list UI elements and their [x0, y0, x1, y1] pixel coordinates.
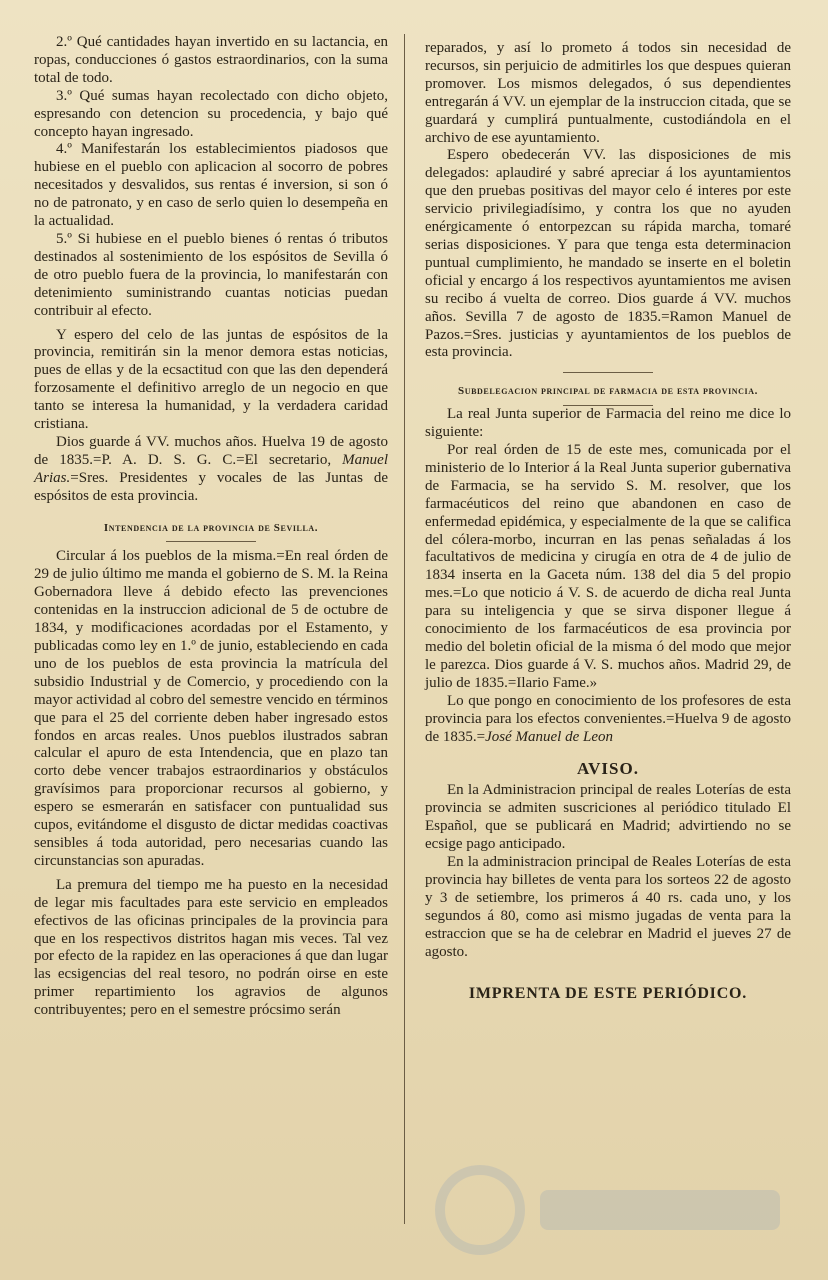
section-title-farmacia: Subdelegacion principal de farmacia de esta provincia. — [457, 385, 758, 398]
pongo-paragraph — [425, 693, 791, 747]
signature-text-a: Dios guarde á VV. muchos años. Huelva 19 de agosto de 1835.=P. A. D. S. G. C.=El secretario, — [34, 433, 388, 468]
divider — [563, 372, 653, 373]
junta-paragraph: La real Junta superior de Farmacia del reino me dice lo siguiente: — [425, 406, 791, 441]
aviso-paragraph-1: En la Administracion principal de reales Loterías de esta provincia se admiten suscriciones al periódico titulado El Español, que se publicará en Madrid; advirtiendo no se ecsige pago anticipado. — [425, 782, 791, 853]
aviso-title: AVISO. — [577, 759, 639, 779]
orden-paragraph: Por real órden de 15 de este mes, comunicada por el ministerio de lo Interior á la Real Junta superior gubernativa de Farmacia, se ha servido S. M. resolver, que los farmacéuticos del reino que abandonen en caso de enfermedad epidémica, y especialmente de la que se califica del cólera-morbo, incurran en las penas señaladas á los facultativos de medicina y cirugía en otra de 4 de julio de 1834 inserta en la Gaceta núm. 138 del dia 5 del propio mes.=Lo que noticio á V. S. de acuerdo de dicha real Junta para su inteligencia y que se sirva disponer llegue á conocimiento de los farmacéuticos de esa provincia por medio del boletin oficial de la misma ó del modo que mejor le parezca. Dios guarde á V. S. muchos años. Madrid 29, de julio de 1835.=Ilario Fame.» — [425, 442, 791, 691]
premura-paragraph: La premura del tiempo me ha puesto en la necesidad de legar mis facultades para este servicio en empleados efectivos de las oficinas principales de la provincia para que en los respectivos distritos hagan mis veces. Tal vez por efecto de la rapidez en las operaciones á que dan lugar las ecsigencias del real tesoro, no podrán oirse en este primer repartimiento los agravios de algunos contribuyentes; pero en el semestre prócsimo serán — [34, 876, 388, 1019]
continuation-paragraph: reparados, y así lo prometo á todos sin necesidad de recursos, sin perjuicio de admitirles los que despues quieran promover. Los mismos delegados, ó sus dependientes entregarán á VV. un ejemplar de la instruccion citada, que se guardará y cumplirá puntualmente, custodiándola en el archivo de ese ayuntamiento. — [425, 40, 791, 146]
espero-paragraph: Espero obedecerán VV. las disposiciones de mis delegados: aplaudiré y sabré apreciar á los ayuntamientos que den pruebas positivas del mayor celo é interes por este servicio privilegiadísimo, y contra los que no ayuden enérgicamente ó entorpezcan su rápida marcha, tomaré serias disposiciones. Y para que tenga esta determinacion puntual cumplimiento, he mandado se inserte en el boletin oficial y encargo á los respectivos ayuntamientos me avisen su recibo á vuelta de correo. Dios guarde á VV. muchos años. Sevilla 7 de agosto de 1835.=Ramon Manuel de Pazos.=Sres. justicias y ayuntamientos de los pueblos de esta provincia. — [425, 147, 791, 361]
aviso-paragraph-2: En la administracion principal de Reales Loterías de esta provincia hay billetes de venta para los sorteos 22 de agosto y 3 de setiembre, los primeros á 40 rs. cada uno, y los segundos á 80, como asi mismo jugadas de venta para la estraccion que se ha de celebrar en Madrid el jueves 27 de agosto. — [425, 853, 791, 960]
pongo-signature-name: José Manuel de Leon — [485, 728, 614, 745]
circular-paragraph: Circular á los pueblos de la misma.=En real órden de 29 de julio último me manda el gobierno de S. M. la Reina Gobernadora lleve á debido efecto las prevenciones contenidas en la instruccion adicional de 5 de octubre de 1834, y modificaciones acordadas por el Estamento, y publicadas como ley en 1.º de junio, estableciendo en cada uno de los pueblos de esta provincia la matrícula del subsidio Industrial y de Comercio, y procediendo con la mayor actividad al cobro del semestre vencido en términos que para el 25 del corriente deben haber ingresado estos fondos en arcas reales. Unos pueblos ilustrados sabran calcular el apuro de esta Intendencia, que en plazo tan corto debe vencer trabajos estraordinarios y obstáculos gravísimos para proporcionar recursos al gobierno, y espero se esmerarán en satisfacer con puntualidad sus cupos, evitándome el disgusto de dictar medidas coactivas sensibles á toda autoridad, pero necesarias cuando las circunstancias son apuradas. — [34, 548, 388, 869]
signature-text-b: =Sres. Presidentes y vocales de las Juntas de espósitos de esta provincia. — [34, 469, 388, 504]
section-title-intendencia: Intendencia de la provincia de Sevilla. — [103, 521, 319, 534]
list-item: 4.º Manifestarán los establecimientos piadosos que hubiese en el pueblo con aplicacion al socorro de pobres necesitados y desvalidos, sus rentas é inversion, si son ó no de patronato, y en caso de serlo quien lo desempeña en la actualidad. — [34, 141, 388, 230]
list-item: 5.º Si hubiese en el pueblo bienes ó rentas ó tributos destinados al sostenimiento de los espósitos de Sevilla ó de otro pueblo fuera de la provincia, lo manifestarán con detenimiento suministrando cuantas noticias puedan contribuir al efecto. — [34, 230, 388, 319]
closing-paragraph: Y espero del celo de las juntas de espósitos de la provincia, remitirán sin la menor demora estas noticias, pues de ellas y de la ecsactitud con que las den dependerá forzosamente el definitivo arreglo de un negocio en que tanto se interesa la humanidad, y la verdadera caridad cristiana. — [34, 326, 388, 433]
left-column — [34, 34, 388, 1020]
watermark-logo — [420, 1150, 800, 1260]
column-divider — [404, 34, 405, 1224]
list-item: 2.º Qué cantidades hayan invertido en su lactancia, en ropas, conducciones ó gastos estraordinarios, con la suma total de todo. — [34, 34, 388, 86]
signature-name: Manuel Arias. — [34, 451, 388, 486]
right-column — [425, 40, 791, 1003]
list-item: 3.º Qué sumas hayan recolectado con dicho objeto, espresando con detencion su procedencia, y bajo qué concepto hayan ingresado. — [34, 87, 388, 140]
signature-paragraph — [34, 434, 388, 506]
pongo-text: Lo que pongo en conocimiento de los profesores de esta provincia para los efectos convenientes.=Huelva 9 de agosto de 1835.= — [425, 692, 791, 745]
printer-imprint: IMPRENTA DE ESTE PERIÓDICO. — [468, 985, 748, 1003]
